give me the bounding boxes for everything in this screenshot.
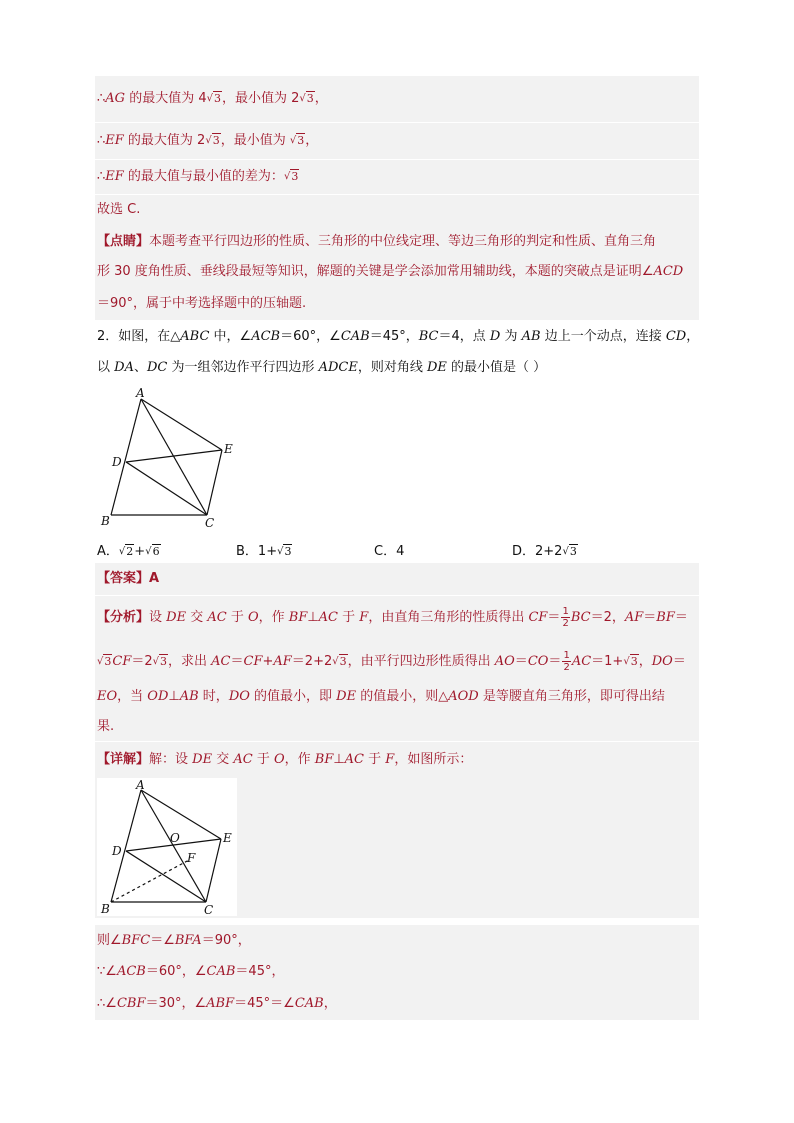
step-line-3: ∴∠CBF＝30°，∠ABF＝45°＝∠CAB，: [97, 996, 337, 1011]
label-a: A: [136, 386, 145, 400]
analysis-line-2: √3CF＝2√3，求出 AC＝CF+AF＝2+2√3，由平行四边形性质得出 AO＝CO＝ $\frac{1}{2}$ AC＝1+√3，DO＝: [97, 650, 686, 673]
option-d: D．2+2√3: [512, 544, 577, 559]
question-line-2: 以 DA、DC 为一组邻边作平行四边形 ADCE，则对角线 DE 的最小值是（ ）: [97, 360, 547, 375]
label-c: C: [205, 516, 215, 530]
key-point-line-2: 形 30 度角性质、垂线段最短等知识，解题的关键是学会添加常用辅助线，本题的突破点是证明∠ACD: [97, 264, 684, 279]
analysis-line-3: EO，当 OD⊥AB 时，DO 的值最小，即 DE 的值最小，则△AOD 是等腰直角三角形，即可得出结: [97, 689, 665, 704]
label-d: D: [112, 455, 122, 469]
label-b: B: [101, 514, 110, 528]
label-o: O: [170, 831, 180, 845]
solution-line-2: ∴EF 的最大值为 2√3，最小值为 √3，: [97, 133, 319, 148]
band-5: [95, 563, 699, 595]
figure-parallelogram-with-perpendicular: [97, 778, 237, 916]
answer-line: 【答案】A: [97, 571, 160, 586]
label-c: C: [204, 903, 214, 916]
figure-parallelogram: [95, 385, 255, 533]
label-a: A: [136, 778, 145, 792]
segment-ec: [206, 839, 221, 902]
option-a: A．√2+√6: [97, 544, 160, 559]
segment-ac: [141, 399, 207, 515]
segment-ae: [141, 399, 222, 450]
option-b: B．1+√3: [236, 544, 292, 559]
question-line-1: 2．如图，在△ABC 中，∠ACB＝60°，∠CAB＝45°，BC＝4，点 D 为 AB 边上一个动点，连接 CD，: [97, 329, 700, 344]
step-line-2: ∵∠ACB＝60°，∠CAB＝45°，: [97, 964, 285, 979]
label-e: E: [224, 442, 233, 456]
key-point-line-3: ＝90°，属于中考选择题中的压轴题.: [97, 296, 307, 311]
segment-de: [126, 450, 222, 462]
detail-line: 【详解】解：设 DE 交 AC 于 O，作 BF⊥AC 于 F，如图所示：: [97, 752, 473, 767]
segment-ec: [207, 450, 222, 515]
label-f: F: [187, 851, 196, 865]
solution-line-3: ∴EF 的最大值与最小值的差为：√3: [97, 169, 299, 184]
solution-line-4: 故选 C.: [97, 202, 141, 217]
segment-dc: [126, 462, 207, 515]
segment-ac: [141, 790, 206, 902]
segment-ae: [141, 790, 221, 839]
option-c: C．4: [374, 544, 405, 559]
label-b: B: [101, 902, 110, 916]
step-line-1: 则∠BFC＝∠BFA＝90°，: [97, 933, 251, 948]
label-e: E: [223, 831, 232, 845]
label-d: D: [112, 844, 122, 858]
key-point-line-1: 【点睛】本题考查平行四边形的性质、三角形的中位线定理、等边三角形的判定和性质、直角三角: [97, 234, 657, 249]
analysis-line-4: 果.: [97, 719, 115, 734]
analysis-line-1: 【分析】设 DE 交 AC 于 O，作 BF⊥AC 于 F，由直角三角形的性质得出 CF＝ $\frac{1}{2}$ BC＝2，AF＝BF＝: [97, 606, 688, 629]
solution-line-1: ∴AG 的最大值为 4√3，最小值为 2√3，: [97, 91, 328, 106]
